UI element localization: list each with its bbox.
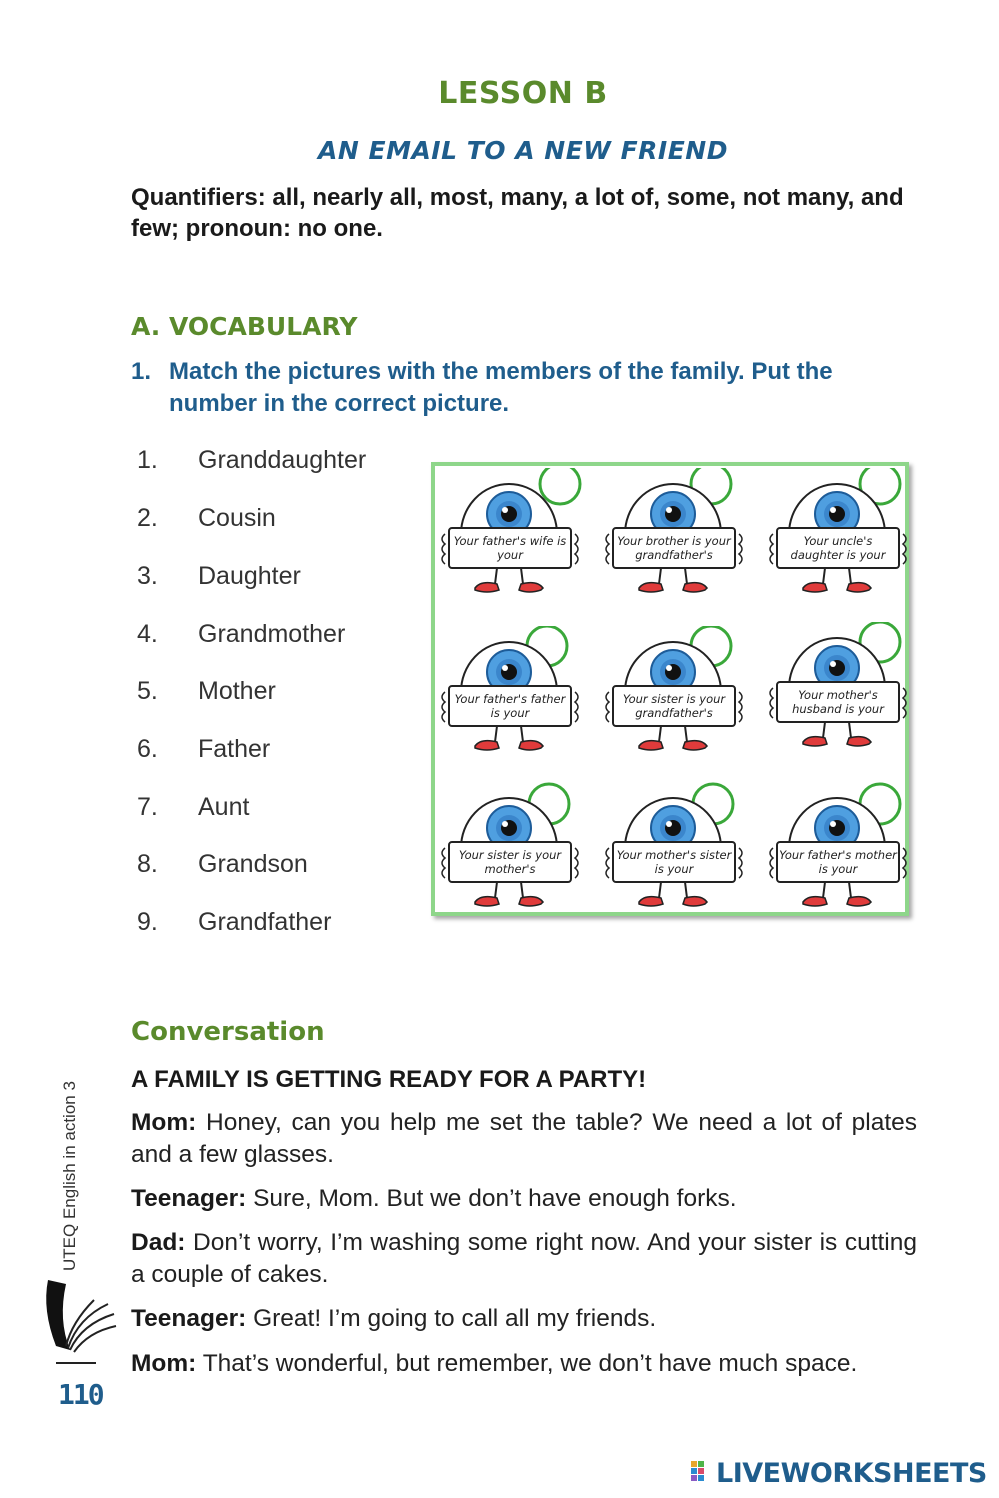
eyeball-card: [437, 626, 587, 774]
list-item-word: Grandmother: [198, 620, 346, 648]
list-item-word: Father: [198, 735, 271, 763]
card-sign-text: Your father's father is your: [454, 692, 566, 720]
conversation-subheading: A FAMILY IS GETTING READY FOR A PARTY!: [131, 1066, 647, 1093]
list-item-number: 5.: [137, 677, 158, 705]
eyeball-card: [765, 622, 915, 770]
speaker-label: Dad:: [131, 1229, 186, 1256]
card-sign-text: Your uncle's daughter is your: [790, 534, 886, 562]
eyeball-card: [601, 468, 751, 616]
answer-bubble[interactable]: [540, 468, 580, 504]
list-item-number: 9.: [137, 908, 158, 936]
eyeball-card: [601, 782, 751, 930]
dialogue-line: [131, 1348, 917, 1380]
brand-name[interactable]: LIVEWORKSHEETS: [716, 1458, 987, 1489]
list-item-word: Granddaughter: [198, 446, 367, 474]
eyeball-card: [437, 468, 587, 616]
instruction-number: 1.: [131, 358, 152, 385]
list-item-number: 7.: [137, 793, 158, 821]
card-sign-text: Your father's wife is your: [453, 534, 567, 562]
book-title: UTEQ English in action 3: [60, 1081, 79, 1271]
lesson-subtitle: AN EMAIL TO A NEW FRIEND: [318, 136, 728, 165]
card-sign-text: Your sister is your grandfather's: [622, 692, 726, 720]
eyeball-card: [765, 468, 915, 616]
dialogue-line: [131, 1107, 917, 1171]
dialogue-line: [131, 1183, 917, 1215]
dialogue-text: Don’t worry, I’m washing some right now. And your sister is cutting a couple of cakes.: [131, 1229, 917, 1288]
list-item-number: 3.: [137, 562, 158, 590]
speaker-label: Teenager:: [131, 1305, 247, 1332]
list-item-number: 4.: [137, 620, 158, 648]
list-item-word: Daughter: [198, 562, 301, 590]
liveworksheets-logo-icon: [691, 1461, 713, 1485]
dialogue-text: Sure, Mom. But we don’t have enough forks.: [253, 1185, 737, 1212]
list-item-number: 2.: [137, 504, 158, 532]
dialogue-text: That’s wonderful, but remember, we don’t have much space.: [202, 1350, 858, 1377]
lesson-title: LESSON B: [438, 76, 608, 111]
card-sign-text: Your sister is your mother's: [458, 848, 562, 876]
eyeball-card: [765, 782, 915, 930]
eyeball-card: [437, 782, 587, 930]
eyeball-card: [601, 626, 751, 774]
conversation-heading: Conversation: [131, 1017, 325, 1047]
speaker-label: Mom:: [131, 1350, 197, 1377]
list-item-word: Cousin: [198, 504, 276, 532]
card-sign-text: Your mother's husband is your: [792, 688, 884, 716]
instruction-text: Match the pictures with the members of the family. Put the number in the correct picture.: [169, 358, 833, 417]
list-item-word: Aunt: [198, 793, 250, 821]
dialogue-text: Honey, can you help me set the table? We need a lot of plates and a few glasses.: [131, 1109, 917, 1168]
speaker-label: Mom:: [131, 1109, 197, 1136]
dialogue-text: Great! I’m going to call all my friends.: [253, 1305, 657, 1332]
list-item-number: 8.: [137, 850, 158, 878]
page-number: 110: [58, 1378, 103, 1411]
card-sign-text: Your brother is your grandfather's: [617, 534, 731, 562]
dialogue-line: [131, 1227, 917, 1291]
dialogue-line: [131, 1303, 917, 1335]
card-sign-text: Your father's mother is your: [779, 848, 897, 876]
page-rule: [56, 1362, 96, 1364]
card-sign-text: Your mother's sister is your: [616, 848, 732, 876]
list-item-word: Mother: [198, 677, 276, 705]
list-item-word: Grandson: [198, 850, 308, 878]
speaker-label: Teenager:: [131, 1185, 247, 1212]
section-heading-vocabulary: A. VOCABULARY: [131, 312, 358, 341]
list-item-number: 1.: [137, 446, 158, 474]
open-book-icon: [38, 1278, 118, 1354]
list-item-number: 6.: [137, 735, 158, 763]
family-match-picture: [431, 462, 909, 916]
grammar-focus: Quantifiers: all, nearly all, most, many, a lot of, some, not many, and few; pronoun: no one.: [131, 184, 904, 242]
list-item-word: Grandfather: [198, 908, 332, 936]
